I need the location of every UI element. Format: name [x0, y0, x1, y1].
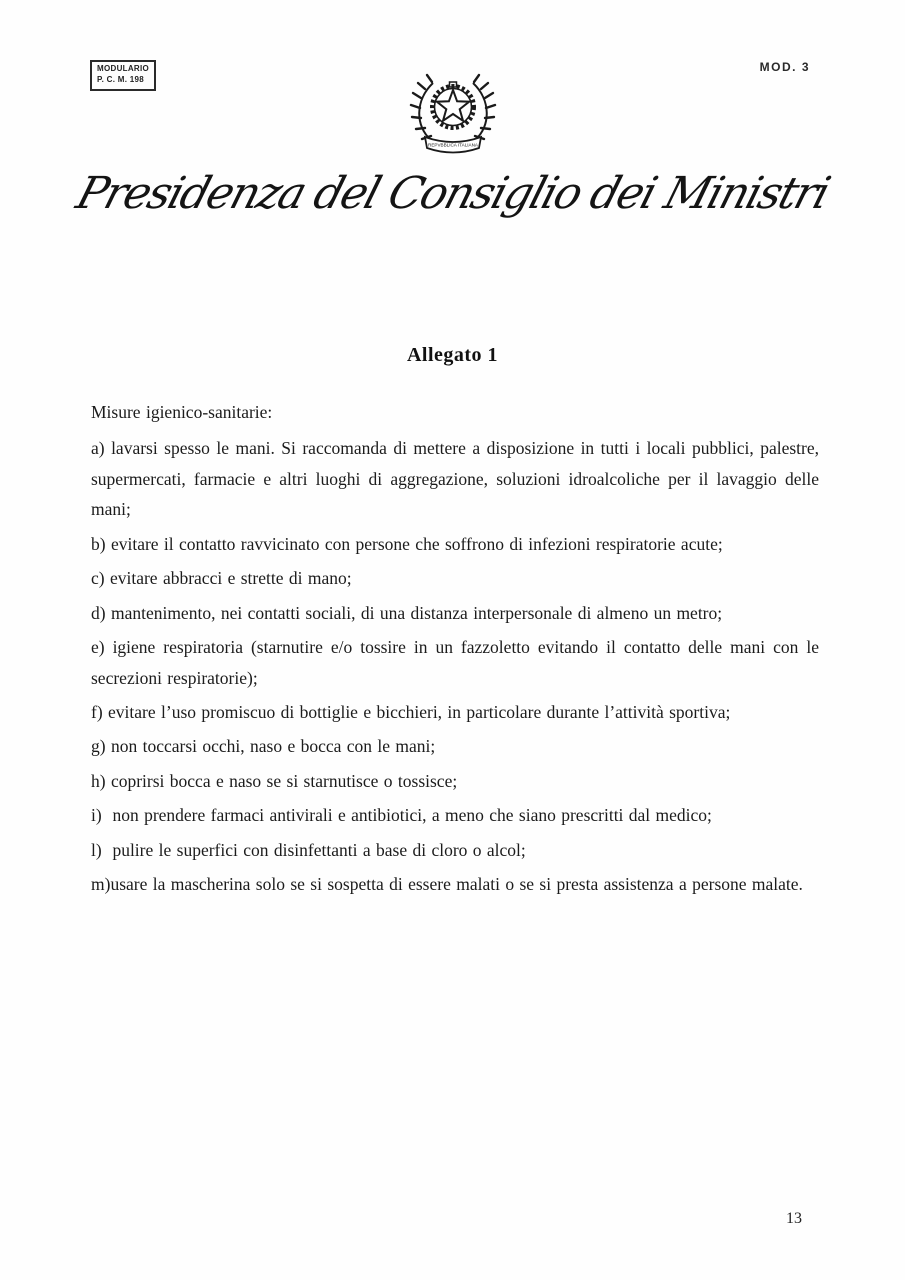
list-item: c) evitare abbracci e strette di mano; [91, 568, 352, 589]
list-item: a) lavarsi spesso le mani. Si raccomanda di mettere a disposizione in tutti i locali pubblici, palestre, supermercati, farmacie e altri luoghi di aggregazione, soluzioni idroalcoliche per il lavaggio delle mani; [91, 438, 825, 520]
page-number: 13 [786, 1210, 802, 1227]
list-item: l) pulire le superfici con disinfettanti a base di cloro o alcol; [91, 839, 526, 860]
intro-line: Misure igienico-sanitarie: [91, 402, 273, 422]
list-item: i) non prendere farmaci antivirali e antibiotici, a meno che siano prescritti dal medico; [91, 805, 712, 826]
list-item: g) non toccarsi occhi, naso e bocca con le mani; [91, 736, 436, 757]
emblem-svg [405, 70, 501, 162]
list-item: d) mantenimento, nei contatti sociali, di una distanza interpersonale di almeno un metro; [91, 602, 723, 623]
list-item: f) evitare l’uso promiscuo di bottiglie e bicchieri, in particolare durante l’attività sportiva; [91, 701, 731, 722]
italian-republic-emblem-icon [405, 70, 501, 162]
document-body [91, 397, 825, 904]
stamp-mod-3: MOD. 3 [759, 60, 810, 74]
letterhead-title: Presidenza del Consiglio dei Ministri [70, 168, 835, 219]
list-item: b) evitare il contatto ravvicinato con persone che soffrono di infezioni respiratorie acute; [91, 533, 723, 554]
list-item: e) igiene respiratoria (starnutire e/o tossire in un fazzoletto evitando il contatto delle mani con le secrezioni respiratorie); [91, 637, 825, 688]
list-item: m)usare la mascherina solo se si sospetta di essere malati o se si presta assistenza a persone malate. [91, 874, 803, 895]
stamp-modulario [90, 60, 156, 91]
list-item: h) coprirsi bocca e naso se si starnutisce o tossisce; [91, 770, 458, 791]
stamp-modulario-line2: P. C. M. 198 [97, 74, 145, 84]
stamp-modulario-line1: MODULARIO [97, 64, 150, 73]
annex-heading: Allegato 1 [406, 344, 499, 366]
star-icon [436, 90, 468, 121]
ribbon-text: REPVBBLICA ITALIANA [427, 142, 478, 148]
